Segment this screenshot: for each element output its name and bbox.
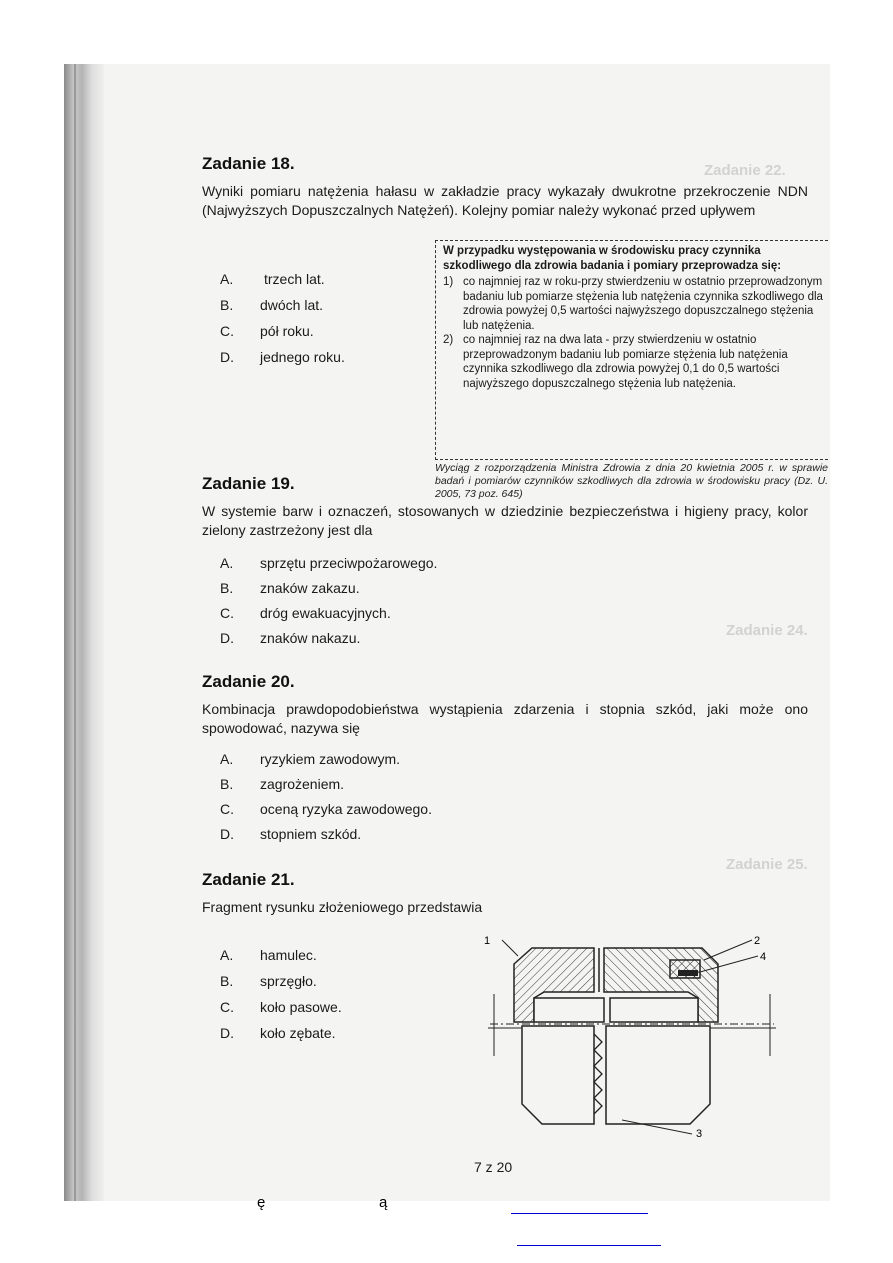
- drawing-label: 3: [696, 1128, 703, 1139]
- q18-option[interactable]: [220, 296, 323, 315]
- ghost-heading: Zadanie 22.: [704, 162, 786, 179]
- q19-question: W systemie barw i oznaczeń, stosowanych w dziedzinie bezpieczeństwa i higieny pracy, kolor zielony zastrzeżony jest dla: [202, 503, 808, 538]
- option-text: koło zębate.: [260, 1025, 336, 1041]
- option-text: jednego roku.: [260, 349, 345, 365]
- q21-option[interactable]: [220, 946, 317, 965]
- page-number: 7 z 20: [474, 1159, 513, 1175]
- regulation-source: Wyciąg z rozporządzenia Ministra Zdrowia z dnia 20 kwietnia 2005 r. w sprawie badań i pomiarów czynników szkodliwych dla zdrowia w środowisku pracy (Dz. U. 2005, 73 poz. 645): [435, 462, 828, 500]
- q21-option[interactable]: [220, 972, 317, 991]
- footer-char: ą: [379, 1194, 388, 1211]
- regulation-excerpt-box: [435, 240, 828, 460]
- drawing-label: 2: [754, 935, 761, 947]
- option-letter: A.: [220, 271, 234, 287]
- q19-heading: Zadanie 19.: [202, 474, 295, 493]
- drawing-label: 4: [760, 951, 767, 963]
- option-letter: B.: [220, 776, 234, 792]
- option-text: oceną ryzyka zawodowego.: [260, 801, 432, 817]
- option-letter: B.: [220, 580, 234, 596]
- option-text: dwóch lat.: [260, 297, 324, 313]
- option-text: znaków zakazu.: [260, 580, 360, 596]
- option-text: stopniem szkód.: [260, 826, 362, 842]
- regulation-heading: W przypadku występowania w środowisku pracy czynnika szkodliwego dla zdrowia badania i pomiary przeprowadza się:: [443, 245, 782, 272]
- option-text: zagrożeniem.: [260, 776, 345, 792]
- q18-option[interactable]: [220, 270, 325, 289]
- footer-link-underline[interactable]: [511, 1213, 648, 1214]
- q18-option[interactable]: [220, 322, 314, 341]
- regulation-item: [443, 333, 824, 391]
- option-letter: B.: [220, 973, 234, 989]
- q18-question: Wyniki pomiaru natężenia hałasu w zakładzie pracy wykazały dwukrotne przekroczenie NDN (Najwyższych Dopuszczalnych Natężeń). Kolejny pomiar należy wykonać przed upływem: [202, 183, 808, 218]
- q19-option[interactable]: [220, 579, 360, 598]
- q19-option[interactable]: [220, 604, 391, 623]
- regulation-item-text: co najmniej raz w roku-przy stwierdzeniu w ostatnio przeprowadzonym badaniu lub pomiarze stężenia lub natężenia czynnika szkodliwego dla zdrowia powyżej 0,5 wartości najwyższego dopuszczalnego stężenia lub natężenia.: [463, 276, 823, 332]
- option-text: sprzętu przeciwpożarowego.: [260, 555, 438, 571]
- option-text: znaków nakazu.: [260, 630, 361, 646]
- q20-option[interactable]: [220, 775, 344, 794]
- footer-char: ę: [257, 1194, 266, 1211]
- regulation-item: [443, 275, 824, 333]
- q21-option[interactable]: [220, 1024, 336, 1043]
- q19-option[interactable]: [220, 629, 360, 648]
- option-letter: A.: [220, 751, 234, 767]
- scanned-page: [64, 64, 830, 1201]
- q20-heading: Zadanie 20.: [202, 672, 295, 691]
- assembly-drawing: [482, 934, 782, 1139]
- option-letter: C.: [220, 999, 234, 1015]
- option-text: koło pasowe.: [260, 999, 342, 1015]
- option-letter: D.: [220, 349, 234, 365]
- q20-option[interactable]: [220, 800, 432, 819]
- q20-option[interactable]: [220, 750, 400, 769]
- ghost-heading: Zadanie 25.: [726, 856, 808, 873]
- q18-option[interactable]: [220, 348, 345, 367]
- option-letter: A.: [220, 947, 234, 963]
- q20-option[interactable]: [220, 825, 361, 844]
- book-spine-shadow: [64, 64, 104, 1201]
- ghost-heading: Zadanie 24.: [726, 622, 808, 639]
- footer-link-underline[interactable]: [517, 1245, 661, 1246]
- regulation-item-number: 1): [443, 276, 454, 288]
- option-text: pół roku.: [260, 323, 314, 339]
- option-text: ryzykiem zawodowym.: [260, 751, 401, 767]
- regulation-item-number: 2): [443, 334, 454, 346]
- option-letter: D.: [220, 1025, 234, 1041]
- q21-heading: Zadanie 21.: [202, 870, 295, 889]
- option-text: trzech lat.: [264, 271, 325, 287]
- option-letter: C.: [220, 801, 234, 817]
- q18-heading: Zadanie 18.: [202, 154, 295, 173]
- q20-question: Kombinacja prawdopodobieństwa wystąpienia zdarzenia i stopnia szkód, jaki może ono spowodować, nazywa się: [202, 701, 808, 736]
- option-letter: B.: [220, 297, 234, 313]
- q19-option[interactable]: [220, 554, 437, 573]
- option-letter: A.: [220, 555, 234, 571]
- q21-option[interactable]: [220, 998, 342, 1017]
- option-letter: C.: [220, 605, 234, 621]
- option-text: sprzęgło.: [260, 973, 317, 989]
- drawing-label: 1: [484, 935, 491, 947]
- regulation-item-text: co najmniej raz na dwa lata - przy stwierdzeniu w ostatnio przeprowadzonym badaniu lub pomiarze stężenia lub natężenia czynnika szkodliwego dla zdrowia powyżej 0,1 do 0,5 wartości najwyższego dopuszczalnego stężenia lub natężenia.: [463, 334, 788, 390]
- q21-question: Fragment rysunku złożeniowego przedstawia: [202, 899, 483, 915]
- option-letter: C.: [220, 323, 234, 339]
- option-letter: D.: [220, 826, 234, 842]
- option-text: hamulec.: [260, 947, 317, 963]
- option-letter: D.: [220, 630, 234, 646]
- option-text: dróg ewakuacyjnych.: [260, 605, 391, 621]
